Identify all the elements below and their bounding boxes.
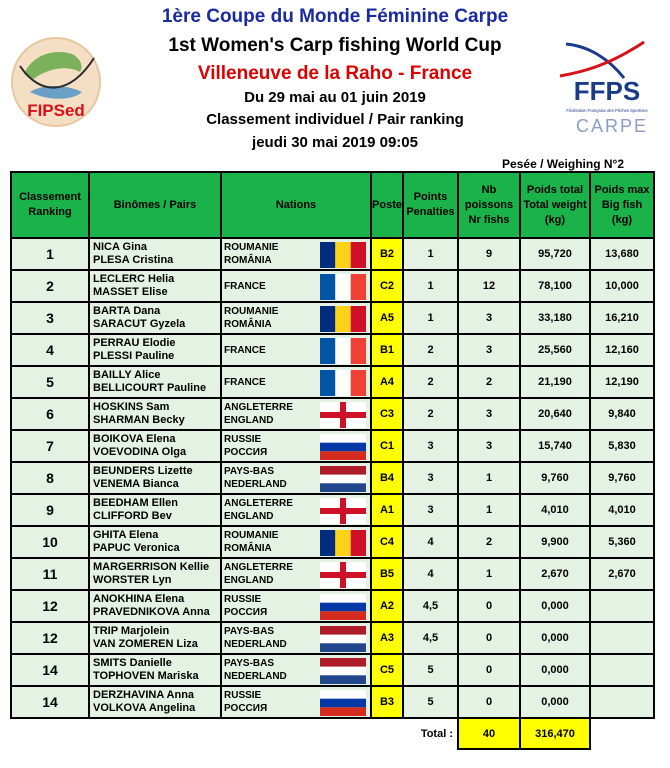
- nation-local: NEDERLAND: [224, 671, 287, 682]
- pair-cell: [89, 238, 221, 270]
- pair-member-1: BEEDHAM Ellen: [93, 497, 178, 509]
- poste-cell: A1: [371, 494, 403, 526]
- pair-member-1: MARGERRISON Kellie: [93, 561, 210, 573]
- nation-fr: FRANCE: [224, 280, 266, 292]
- england-flag-icon: [320, 562, 366, 588]
- nation-local: ROMÂNIA: [224, 543, 272, 554]
- big-fish-cell: 13,680: [590, 238, 654, 270]
- rank-cell: 12: [11, 622, 89, 654]
- nation-fr: RUSSIE: [224, 594, 262, 605]
- russia-flag-icon: [320, 434, 366, 460]
- table-row: [11, 462, 654, 494]
- ranking-table: [10, 171, 655, 750]
- pair-member-1: NICA Gina: [93, 241, 147, 253]
- penalties-cell: 3: [403, 430, 458, 462]
- poste-cell: A5: [371, 302, 403, 334]
- poste-cell: C5: [371, 654, 403, 686]
- netherlands-flag-icon: [320, 466, 366, 492]
- pair-member-1: BOIKOVA Elena: [93, 433, 176, 445]
- total-weight-cell: 21,190: [520, 366, 590, 398]
- poste-cell: B5: [371, 558, 403, 590]
- col-poste: Poste: [371, 172, 403, 238]
- rank-cell: 8: [11, 462, 89, 494]
- nation-fr: ANGLETERRE: [224, 402, 293, 413]
- pair-member-2: VENEMA Bianca: [93, 478, 179, 490]
- table-row: [11, 270, 654, 302]
- france-flag-icon: [320, 274, 366, 300]
- total-weight-cell: 9,760: [520, 462, 590, 494]
- penalties-cell: 4,5: [403, 622, 458, 654]
- pair-member-2: VAN ZOMEREN Liza: [93, 638, 198, 650]
- big-fish-cell: [590, 686, 654, 718]
- penalties-cell: 1: [403, 270, 458, 302]
- big-fish-cell: 5,360: [590, 526, 654, 558]
- pair-cell: [89, 398, 221, 430]
- total-weight-cell: 0,000: [520, 622, 590, 654]
- total-weight-cell: 0,000: [520, 686, 590, 718]
- total-weight-cell: 20,640: [520, 398, 590, 430]
- nation-local: ROMÂNIA: [224, 319, 272, 330]
- nation-cell: [221, 558, 371, 590]
- pair-cell: [89, 686, 221, 718]
- russia-flag-icon: [320, 690, 366, 716]
- big-fish-cell: [590, 622, 654, 654]
- nation-fr: PAYS-BAS: [224, 466, 275, 477]
- pair-member-2: SHARMAN Becky: [93, 414, 185, 426]
- table-row: [11, 430, 654, 462]
- pair-member-1: ANOKHINA Elena: [93, 593, 185, 605]
- pair-member-2: PRAVEDNIKOVA Anna: [93, 606, 210, 618]
- pair-member-2: VOEVODINA Olga: [93, 446, 187, 458]
- big-fish-cell: 9,760: [590, 462, 654, 494]
- england-flag-icon: [320, 402, 366, 428]
- nation-fr: ANGLETERRE: [224, 562, 293, 573]
- poste-cell: B4: [371, 462, 403, 494]
- total-weight-cell: 9,900: [520, 526, 590, 558]
- nation-fr: RUSSIE: [224, 690, 262, 701]
- penalties-cell: 5: [403, 686, 458, 718]
- rank-cell: 14: [11, 654, 89, 686]
- rank-cell: 10: [11, 526, 89, 558]
- ranking-type: Classement individuel / Pair ranking: [206, 111, 464, 128]
- fipsed-logo: [10, 36, 102, 128]
- nation-cell: [221, 462, 371, 494]
- fish-count-cell: 2: [458, 366, 520, 398]
- total-weight-cell: 25,560: [520, 334, 590, 366]
- penalties-cell: 3: [403, 462, 458, 494]
- penalties-cell: 4: [403, 558, 458, 590]
- nation-cell: [221, 686, 371, 718]
- table-row: [11, 334, 654, 366]
- nation-local: РОССИЯ: [224, 703, 268, 714]
- pair-cell: [89, 622, 221, 654]
- big-fish-cell: 5,830: [590, 430, 654, 462]
- pair-member-1: BEUNDERS Lizette: [93, 465, 193, 477]
- rank-cell: 1: [11, 238, 89, 270]
- poste-cell: C4: [371, 526, 403, 558]
- rank-cell: 12: [11, 590, 89, 622]
- penalties-cell: 2: [403, 366, 458, 398]
- fish-count-cell: 2: [458, 526, 520, 558]
- rank-cell: 3: [11, 302, 89, 334]
- big-fish-cell: [590, 590, 654, 622]
- pair-member-2: PAPUC Veronica: [93, 542, 180, 554]
- poste-cell: C1: [371, 430, 403, 462]
- rank-cell: 11: [11, 558, 89, 590]
- rank-cell: 9: [11, 494, 89, 526]
- nation-fr: FRANCE: [224, 344, 266, 356]
- fish-count-cell: 1: [458, 462, 520, 494]
- penalties-cell: 1: [403, 302, 458, 334]
- table-row: [11, 686, 654, 718]
- netherlands-flag-icon: [320, 658, 366, 684]
- table-row: [11, 622, 654, 654]
- romania-flag-icon: [320, 242, 366, 268]
- timestamp: jeudi 30 mai 2019 09:05: [252, 134, 418, 151]
- fish-count-cell: 3: [458, 334, 520, 366]
- netherlands-flag-icon: [320, 626, 366, 652]
- fish-count-cell: 0: [458, 686, 520, 718]
- nation-cell: [221, 366, 371, 398]
- svg-text:Fédération Française des Pêche: Fédération Française des Pêches Sportives: [566, 108, 648, 113]
- pair-member-1: BARTA Dana: [93, 305, 161, 317]
- rank-cell: 6: [11, 398, 89, 430]
- table-row: [11, 398, 654, 430]
- table-row: [11, 238, 654, 270]
- totals-row: [11, 718, 654, 749]
- romania-flag-icon: [320, 530, 366, 556]
- col-nations: Nations: [221, 172, 371, 238]
- poste-cell: B2: [371, 238, 403, 270]
- pair-member-2: VOLKOVA Angelina: [93, 702, 196, 714]
- table-row: [11, 302, 654, 334]
- col-big-fish: Poids max Big fish (kg): [590, 172, 654, 238]
- pair-member-2: PLESA Cristina: [93, 254, 174, 266]
- big-fish-cell: 10,000: [590, 270, 654, 302]
- header-row: [11, 172, 654, 238]
- penalties-cell: 2: [403, 398, 458, 430]
- weighing-label: Pesée / Weighing N°2: [502, 157, 624, 171]
- nation-cell: [221, 270, 371, 302]
- nation-cell: [221, 590, 371, 622]
- nation-local: ROMÂNIA: [224, 255, 272, 266]
- pair-cell: [89, 590, 221, 622]
- total-weight-cell: 0,000: [520, 590, 590, 622]
- table-row: [11, 526, 654, 558]
- total-weight-cell: 78,100: [520, 270, 590, 302]
- big-fish-cell: [590, 654, 654, 686]
- pair-member-1: HOSKINS Sam: [93, 401, 170, 413]
- table-row: [11, 654, 654, 686]
- col-penalties: Points Penalties: [403, 172, 458, 238]
- penalties-cell: 4: [403, 526, 458, 558]
- nation-cell: [221, 238, 371, 270]
- nation-cell: [221, 398, 371, 430]
- fish-count-cell: 1: [458, 558, 520, 590]
- pair-member-2: SARACUT Gyzela: [93, 318, 186, 330]
- big-fish-cell: 4,010: [590, 494, 654, 526]
- poste-cell: C3: [371, 398, 403, 430]
- nation-local: ENGLAND: [224, 415, 274, 426]
- fish-count-cell: 0: [458, 622, 520, 654]
- nation-fr: ANGLETERRE: [224, 498, 293, 509]
- table-row: [11, 366, 654, 398]
- fish-count-cell: 3: [458, 398, 520, 430]
- nation-fr: PAYS-BAS: [224, 626, 275, 637]
- poste-cell: B3: [371, 686, 403, 718]
- penalties-cell: 4,5: [403, 590, 458, 622]
- title-fr: 1ère Coupe du Monde Féminine Carpe: [161, 6, 509, 27]
- poste-cell: A2: [371, 590, 403, 622]
- nation-fr: ROUMANIE: [224, 530, 279, 541]
- totals-spacer: [11, 718, 403, 749]
- nation-cell: [221, 302, 371, 334]
- ffps-logo: [552, 36, 662, 146]
- fish-count-cell: 9: [458, 238, 520, 270]
- total-weight-cell: 95,720: [520, 238, 590, 270]
- pair-member-1: TRIP Marjolein: [93, 625, 170, 637]
- totals-label: Total :: [403, 718, 458, 749]
- nation-cell: [221, 622, 371, 654]
- pair-member-1: DERZHAVINA Anna: [93, 689, 195, 701]
- pair-member-1: BAILLY Alice: [93, 369, 161, 381]
- col-rank: Classement Ranking: [11, 172, 89, 238]
- col-total-weight: Poids total Total weight (kg): [520, 172, 590, 238]
- penalties-cell: 2: [403, 334, 458, 366]
- venue: Villeneuve de la Raho - France: [197, 63, 473, 84]
- nation-fr: RUSSIE: [224, 434, 262, 445]
- pair-member-1: SMITS Danielle: [93, 657, 172, 669]
- table-row: [11, 558, 654, 590]
- rank-cell: 5: [11, 366, 89, 398]
- poste-cell: C2: [371, 270, 403, 302]
- total-weight-cell: 0,000: [520, 654, 590, 686]
- big-fish-cell: 16,210: [590, 302, 654, 334]
- fish-count-cell: 12: [458, 270, 520, 302]
- nation-cell: [221, 494, 371, 526]
- svg-text:CARPE: CARPE: [575, 116, 649, 136]
- totals-weight: 316,470: [520, 718, 590, 749]
- rank-cell: 4: [11, 334, 89, 366]
- table-row: [11, 494, 654, 526]
- total-weight-cell: 33,180: [520, 302, 590, 334]
- big-fish-cell: 12,160: [590, 334, 654, 366]
- france-flag-icon: [320, 338, 366, 364]
- totals-fish: 40: [458, 718, 520, 749]
- big-fish-cell: 9,840: [590, 398, 654, 430]
- pair-cell: [89, 366, 221, 398]
- dates: Du 29 mai au 01 juin 2019: [244, 89, 426, 106]
- fish-count-cell: 1: [458, 494, 520, 526]
- pair-cell: [89, 654, 221, 686]
- nation-cell: [221, 526, 371, 558]
- pair-member-2: WORSTER Lyn: [93, 574, 172, 586]
- pair-cell: [89, 558, 221, 590]
- pair-cell: [89, 494, 221, 526]
- pair-member-1: GHITA Elena: [93, 529, 159, 541]
- totals-spacer-end: [590, 718, 654, 749]
- pair-member-2: BELLICOURT Pauline: [93, 382, 207, 394]
- nation-local: NEDERLAND: [224, 479, 287, 490]
- nation-cell: [221, 334, 371, 366]
- col-pairs: Binômes / Pairs: [89, 172, 221, 238]
- fish-count-cell: 0: [458, 654, 520, 686]
- nation-fr: FRANCE: [224, 376, 266, 388]
- pair-cell: [89, 430, 221, 462]
- nation-local: РОССИЯ: [224, 607, 268, 618]
- pair-cell: [89, 270, 221, 302]
- svg-text:FFPS: FFPS: [573, 76, 641, 106]
- nation-cell: [221, 430, 371, 462]
- svg-text:FIPSed: FIPSed: [27, 101, 85, 120]
- fish-count-cell: 3: [458, 302, 520, 334]
- pair-cell: [89, 462, 221, 494]
- nation-fr: ROUMANIE: [224, 306, 279, 317]
- poste-cell: B1: [371, 334, 403, 366]
- col-fish: Nb poissons Nr fishs: [458, 172, 520, 238]
- big-fish-cell: 12,190: [590, 366, 654, 398]
- rank-cell: 7: [11, 430, 89, 462]
- rank-cell: 2: [11, 270, 89, 302]
- pair-member-2: PLESSI Pauline: [93, 350, 175, 362]
- pair-cell: [89, 526, 221, 558]
- romania-flag-icon: [320, 306, 366, 332]
- total-weight-cell: 4,010: [520, 494, 590, 526]
- nation-local: РОССИЯ: [224, 447, 268, 458]
- title-en: 1st Women's Carp fishing World Cup: [168, 35, 502, 56]
- nation-fr: ROUMANIE: [224, 242, 279, 253]
- fish-count-cell: 0: [458, 590, 520, 622]
- pair-cell: [89, 334, 221, 366]
- penalties-cell: 5: [403, 654, 458, 686]
- poste-cell: A4: [371, 366, 403, 398]
- nation-local: NEDERLAND: [224, 639, 287, 650]
- rank-cell: 14: [11, 686, 89, 718]
- total-weight-cell: 15,740: [520, 430, 590, 462]
- pair-member-2: MASSET Elise: [93, 286, 168, 298]
- table-row: [11, 590, 654, 622]
- pair-member-2: CLIFFORD Bev: [93, 510, 172, 522]
- pair-member-1: LECLERC Helia: [93, 273, 175, 285]
- pair-member-2: TOPHOVEN Mariska: [93, 670, 199, 682]
- england-flag-icon: [320, 498, 366, 524]
- fish-count-cell: 3: [458, 430, 520, 462]
- nation-local: ENGLAND: [224, 511, 274, 522]
- pair-member-1: PERRAU Elodie: [93, 337, 176, 349]
- france-flag-icon: [320, 370, 366, 396]
- total-weight-cell: 2,670: [520, 558, 590, 590]
- nation-cell: [221, 654, 371, 686]
- penalties-cell: 3: [403, 494, 458, 526]
- pair-cell: [89, 302, 221, 334]
- big-fish-cell: 2,670: [590, 558, 654, 590]
- russia-flag-icon: [320, 594, 366, 620]
- nation-fr: PAYS-BAS: [224, 658, 275, 669]
- poste-cell: A3: [371, 622, 403, 654]
- nation-local: ENGLAND: [224, 575, 274, 586]
- penalties-cell: 1: [403, 238, 458, 270]
